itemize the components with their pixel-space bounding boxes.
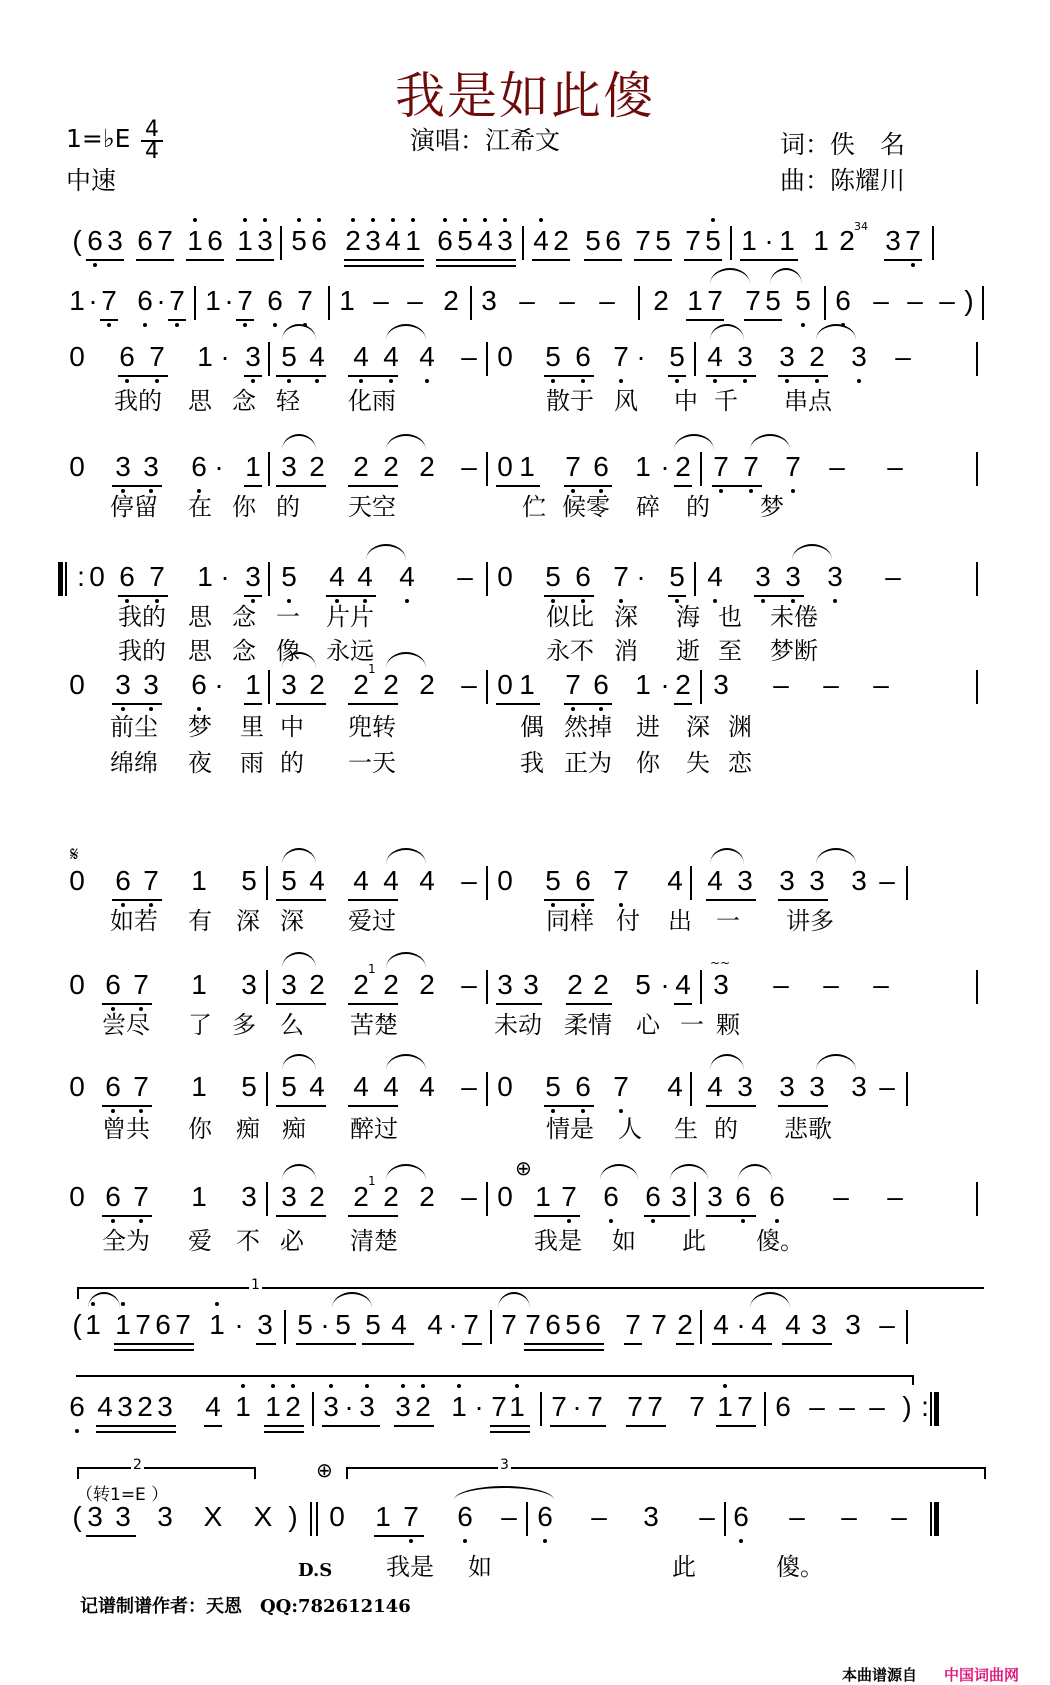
- lyricist: 词：佚 名: [780, 130, 906, 159]
- score-row-verse2-1: : 0 6 7 1 · 3 5 4 4 4 – 0 5 6 7 · 5 4 3 3 3 –: [70, 560, 985, 604]
- time-bottom: 4: [141, 140, 163, 162]
- time-top: 4: [145, 117, 159, 142]
- coda-mark: ⊕: [515, 1156, 532, 1180]
- lyrics-verse2-1a: 我的 思 念 一 片片 似比 深 海 也 未倦: [118, 603, 818, 631]
- composer: 曲：陈耀川: [780, 166, 906, 195]
- coda-mark-2: ⊕: [316, 1458, 333, 1482]
- score-row-verse1-2: 0 3 3 6 · 1 3 2 2 2 2 – 0 1 7 6 1 · 2 7 7 7 – –: [70, 450, 985, 494]
- score-row-interlude-2: 6 4 3 2 3 4 1 1 2 3 · 3 3 2 1 · 7 1 7 · 7 7 7 7 1 7 6 – – – ) :: [70, 1390, 985, 1434]
- volta-bracket-1: 1: [77, 1287, 984, 1299]
- tempo: 中速: [66, 166, 117, 195]
- source-label: 本曲谱源自: [842, 1666, 918, 1684]
- lyrics-verse2-2a: 前尘 梦 里 中 兜转 偶 然掉 进 深 渊: [110, 713, 752, 741]
- score-row-intro-2: 1 · 7 6 · 7 1 · 7 6 7 1 – – 2 3 – – – 2 1 7 7 5 5 6 – – – ): [70, 284, 985, 328]
- repeat-start: [58, 562, 67, 596]
- score-row-verse1-1: 0 6 7 1 · 3 5 4 4 4 4 – 0 5 6 7 · 5 4 3 3 2 3 –: [70, 340, 985, 384]
- key-change-label: （转1=E ）: [76, 1485, 169, 1505]
- score-row-interlude-1: ( 1 1 7 6 7 1 · 3 5 · 5 5 4 4 · 7 7 7 6 5 6 7 7 2 4 · 4 4 3 3 –: [70, 1308, 985, 1352]
- score-row-intro-1: ( 6 3 6 7 1 6 1 3 5 6 2 3 4 1 6 5 4 3 4 2 5 6 7 5 7 5 1 · 1 1 2 34 3 7: [70, 224, 985, 268]
- lyrics-chorus-1: 如若 有 深 深 爱过 同样 付 出 一 讲多: [110, 907, 834, 935]
- key-label: 1=♭E: [66, 124, 131, 153]
- lyrics-chorus-3: 曾共 你 痴 痴 醉过 情是 人 生 的 悲歌: [102, 1115, 832, 1143]
- score-row-chorus-1: 0 6 7 1 5 5 4 4 4 4 – 0 5 6 7 4 4 3 3 3 3 –: [70, 864, 985, 908]
- score-row-chorus-4: 0 6 7 1 3 3 2 2 1 2 2 – 0 1 7 6 6 3 3 6 6 – –: [70, 1180, 985, 1224]
- volta-bracket-2: 2: [77, 1467, 256, 1479]
- lyrics-verse1-1: 我的 思 念 轻 化雨 散于 风 中 千 串点: [114, 387, 832, 415]
- score-row-verse2-2: 0 3 3 6 · 1 3 2 2 1 2 2 – 0 1 7 6 1 · 2 3 – – –: [70, 668, 985, 712]
- volta-bracket-3: 3: [346, 1467, 986, 1479]
- score-row-ending: ( 3 3 3 X X ) 0 1 7 6 – 6 – 3 – 6 – – –: [70, 1500, 985, 1544]
- slur: [454, 1486, 554, 1500]
- score-row-chorus-3: 0 6 7 1 5 5 4 4 4 4 – 0 5 6 7 4 4 3 3 3 3 –: [70, 1070, 985, 1114]
- time-signature: [141, 117, 163, 164]
- lyrics-verse1-2: 停留 在 你 的 天空 伫 候零 碎 的 梦: [110, 493, 784, 521]
- volta-bracket-1-continued: [76, 1375, 914, 1385]
- singer: 演唱：江希文: [410, 126, 561, 155]
- lyrics-verse2-1b: 我的 思 念 像 永远 永不 消 逝 至 梦断: [118, 637, 818, 665]
- source-site-link[interactable]: 中国词曲网: [944, 1666, 1020, 1684]
- score-row-chorus-2: 0 6 7 1 3 3 2 2 1 2 2 – 3 3 2 2 5 · 4 ~~ 3 – – –: [70, 968, 985, 1012]
- lyrics-chorus-2: 尝尽 了 多 么 苦楚 未动 柔情 心 一 颗: [102, 1011, 740, 1039]
- segno-mark: 𝄋: [70, 842, 79, 866]
- lyrics-chorus-4: 全为 爱 不 必 清楚 我是 如 此 傻。: [102, 1227, 804, 1255]
- lyrics-verse2-2b: 绵绵 夜 雨 的 一天 我 正为 你 失 恋: [110, 749, 752, 777]
- key-signature: [66, 124, 130, 154]
- song-title: 我是如此傻: [395, 67, 655, 125]
- lyrics-ending: 我是 如 此 傻。: [386, 1553, 824, 1581]
- trill-mark: ~~: [710, 956, 731, 970]
- ds-marking: D.S: [298, 1560, 333, 1581]
- transcriber-credit: 记谱制谱作者：天恩 QQ:782612146: [80, 1596, 411, 1617]
